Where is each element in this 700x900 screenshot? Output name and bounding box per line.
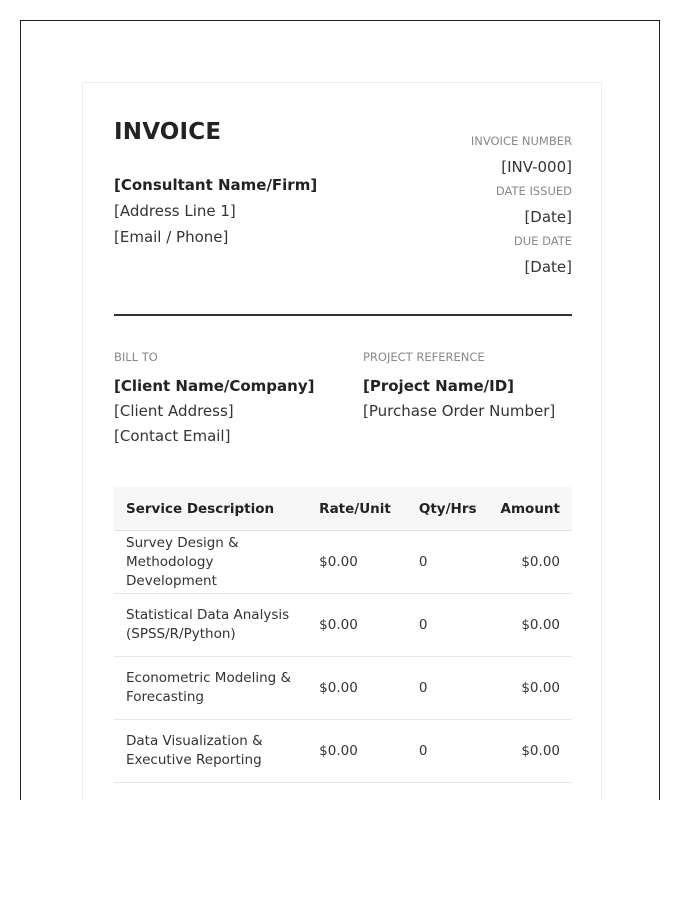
table-row — [114, 657, 572, 720]
service-qty: 0 — [403, 531, 489, 594]
date-issued-label: DATE ISSUED — [495, 184, 572, 198]
bill-to-label: BILL TO — [114, 350, 158, 364]
service-amount: $0.00 — [489, 657, 572, 720]
service-amount: $0.00 — [489, 720, 572, 783]
project-reference-block — [363, 349, 555, 424]
service-amount: $0.00 — [489, 594, 572, 657]
service-qty: 0 — [403, 720, 489, 783]
parties-section — [114, 315, 572, 487]
service-description: Econometric Modeling & Forecasting — [114, 657, 303, 720]
date-issued-value: [Date] — [524, 208, 572, 226]
client-email: [Contact Email] — [114, 427, 231, 445]
service-qty: 0 — [403, 657, 489, 720]
services-table — [114, 487, 572, 783]
service-description: Data Visualization & Executive Reporting — [114, 720, 303, 783]
column-header-amount: Amount — [489, 487, 572, 531]
client-name: [Client Name/Company] — [114, 377, 315, 395]
service-rate: $0.00 — [303, 720, 403, 783]
table-header-row — [114, 487, 572, 531]
invoice-number-value: [INV-000] — [501, 158, 572, 176]
service-qty: 0 — [403, 594, 489, 657]
column-header-description: Service Description — [114, 487, 303, 531]
consultant-block — [114, 172, 317, 250]
project-reference-label: PROJECT REFERENCE — [363, 350, 485, 364]
invoice-header — [114, 119, 572, 315]
invoice-meta — [471, 133, 572, 283]
page-frame — [20, 20, 660, 800]
service-description: Statistical Data Analysis (SPSS/R/Python) — [114, 594, 303, 657]
due-date-value: [Date] — [524, 258, 572, 276]
invoice-sheet — [82, 82, 602, 800]
purchase-order-number: [Purchase Order Number] — [363, 402, 556, 420]
table-row — [114, 594, 572, 657]
consultant-address: [Address Line 1] — [114, 202, 236, 220]
invoice-number-label: INVOICE NUMBER — [470, 134, 572, 148]
consultant-name: [Consultant Name/Firm] — [114, 176, 318, 194]
service-rate: $0.00 — [303, 657, 403, 720]
service-amount: $0.00 — [489, 531, 572, 594]
invoice-content — [114, 119, 572, 783]
invoice-title: INVOICE — [114, 119, 222, 145]
consultant-contact: [Email / Phone] — [114, 228, 229, 246]
due-date-label: DUE DATE — [513, 234, 572, 248]
service-rate: $0.00 — [303, 531, 403, 594]
service-rate: $0.00 — [303, 594, 403, 657]
column-header-rate: Rate/Unit — [303, 487, 403, 531]
client-address: [Client Address] — [114, 402, 234, 420]
service-description: Survey Design & Methodology Development — [114, 531, 303, 594]
table-row — [114, 720, 572, 783]
column-header-qty: Qty/Hrs — [403, 487, 489, 531]
project-name: [Project Name/ID] — [363, 377, 514, 395]
table-row — [114, 531, 572, 594]
bill-to-block — [114, 349, 314, 449]
